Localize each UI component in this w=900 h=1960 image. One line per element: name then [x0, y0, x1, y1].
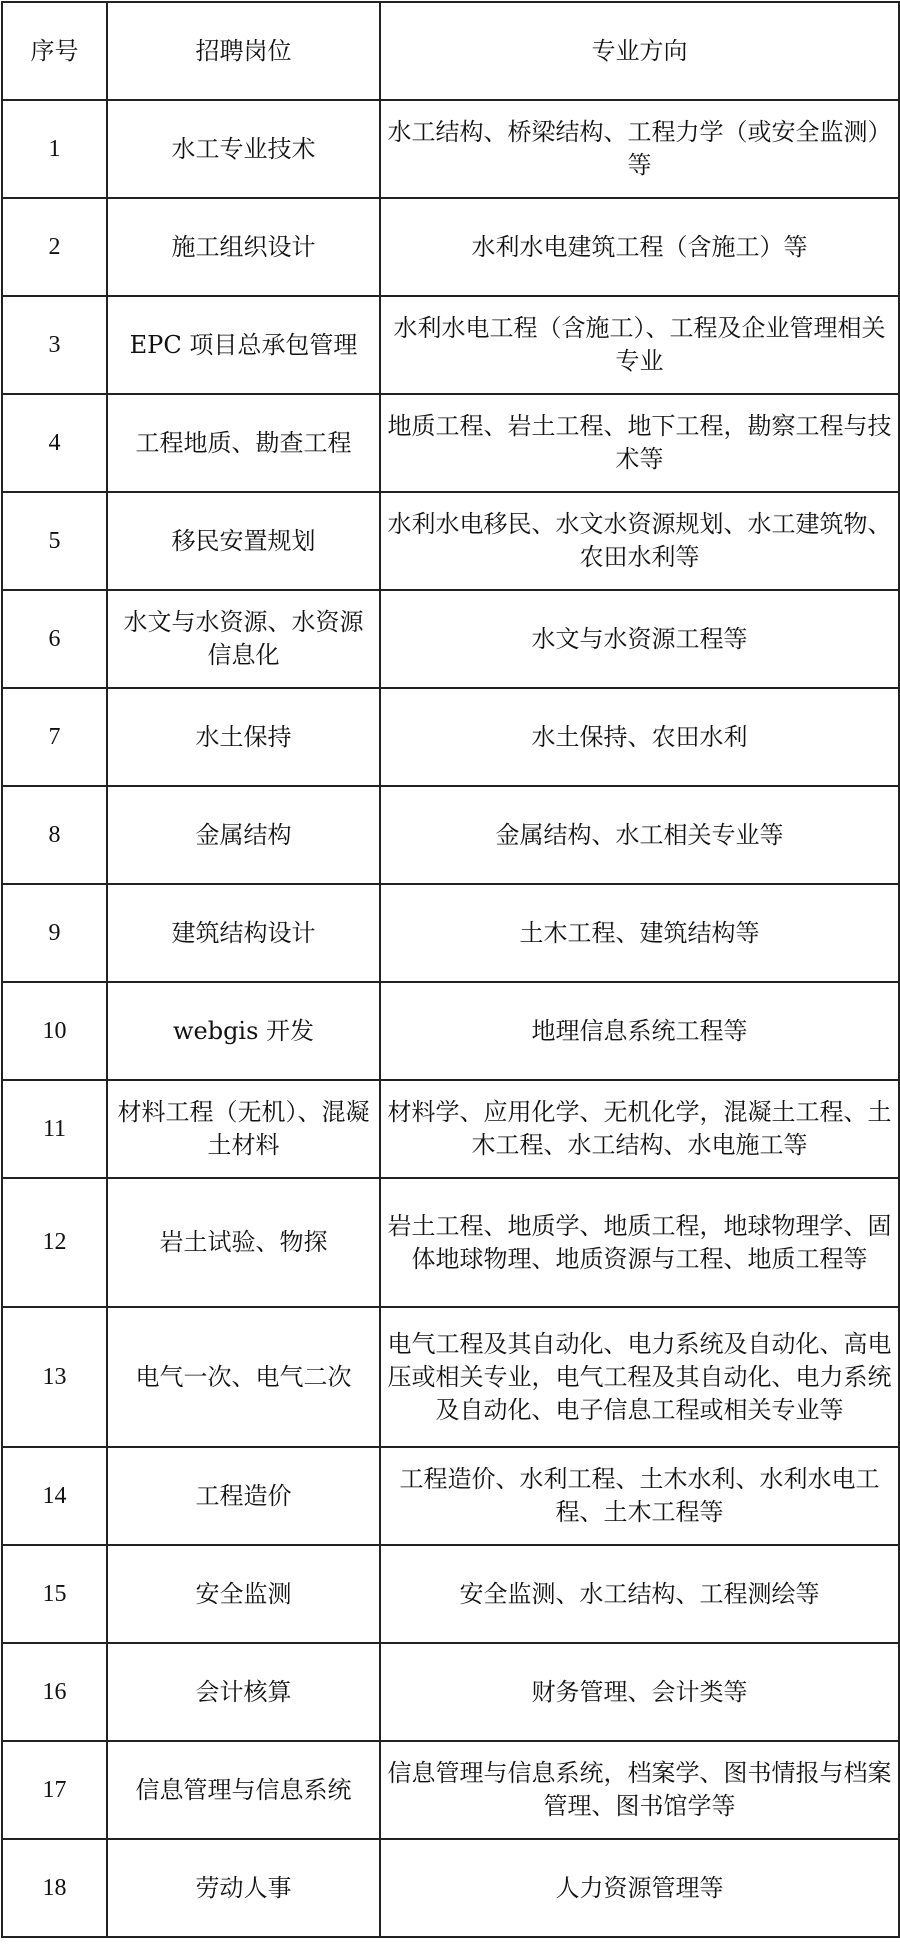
- row-position: 水文与水资源、水资源信息化: [107, 590, 380, 688]
- row-position: 安全监测: [107, 1545, 380, 1643]
- table-row: [2, 492, 899, 590]
- table-row: [2, 394, 899, 492]
- table-header-row: [2, 2, 899, 100]
- row-number: 1: [2, 100, 107, 198]
- row-position: 金属结构: [107, 786, 380, 884]
- row-major: 水利水电建筑工程（含施工）等: [380, 198, 899, 296]
- row-number: 2: [2, 198, 107, 296]
- row-major: 材料学、应用化学、无机化学，混凝土工程、土木工程、水工结构、水电施工等: [380, 1080, 899, 1178]
- table-row: [2, 1643, 899, 1741]
- header-position: 招聘岗位: [107, 2, 380, 100]
- row-position: webgis 开发: [107, 982, 380, 1080]
- row-position: 工程地质、勘查工程: [107, 394, 380, 492]
- table-row: [2, 1178, 899, 1307]
- row-major: 金属结构、水工相关专业等: [380, 786, 899, 884]
- row-number: 8: [2, 786, 107, 884]
- row-major: 水文与水资源工程等: [380, 590, 899, 688]
- row-number: 3: [2, 296, 107, 394]
- row-number: 5: [2, 492, 107, 590]
- table-row: [2, 198, 899, 296]
- row-position: 工程造价: [107, 1447, 380, 1545]
- row-number: 12: [2, 1178, 107, 1307]
- row-position: 电气一次、电气二次: [107, 1307, 380, 1447]
- table-row: [2, 296, 899, 394]
- table-row: [2, 100, 899, 198]
- row-major: 工程造价、水利工程、土木水利、水利水电工程、土木工程等: [380, 1447, 899, 1545]
- table-row: [2, 1080, 899, 1178]
- row-major: 水利水电工程（含施工）、工程及企业管理相关专业: [380, 296, 899, 394]
- row-number: 13: [2, 1307, 107, 1447]
- row-number: 17: [2, 1741, 107, 1839]
- table-row: [2, 982, 899, 1080]
- row-position: 水土保持: [107, 688, 380, 786]
- row-number: 14: [2, 1447, 107, 1545]
- row-number: 15: [2, 1545, 107, 1643]
- row-number: 6: [2, 590, 107, 688]
- row-number: 9: [2, 884, 107, 982]
- row-major: 安全监测、水工结构、工程测绘等: [380, 1545, 899, 1643]
- row-position: 移民安置规划: [107, 492, 380, 590]
- table-row: [2, 1545, 899, 1643]
- table-row: [2, 688, 899, 786]
- row-number: 18: [2, 1839, 107, 1937]
- row-number: 16: [2, 1643, 107, 1741]
- row-major: 地理信息系统工程等: [380, 982, 899, 1080]
- row-major: 财务管理、会计类等: [380, 1643, 899, 1741]
- header-major: 专业方向: [380, 2, 899, 100]
- table-row: [2, 884, 899, 982]
- table-row: [2, 1307, 899, 1447]
- row-major: 水利水电移民、水文水资源规划、水工建筑物、农田水利等: [380, 492, 899, 590]
- row-major: 地质工程、岩土工程、地下工程，勘察工程与技术等: [380, 394, 899, 492]
- table-row: [2, 1741, 899, 1839]
- row-major: 水工结构、桥梁结构、工程力学（或安全监测）等: [380, 100, 899, 198]
- row-number: 7: [2, 688, 107, 786]
- row-position: 水工专业技术: [107, 100, 380, 198]
- header-serial-number: 序号: [2, 2, 107, 100]
- row-number: 11: [2, 1080, 107, 1178]
- row-major: 岩土工程、地质学、地质工程，地球物理学、固体地球物理、地质资源与工程、地质工程等: [380, 1178, 899, 1307]
- row-major: 水土保持、农田水利: [380, 688, 899, 786]
- row-position: 信息管理与信息系统: [107, 1741, 380, 1839]
- row-position: 施工组织设计: [107, 198, 380, 296]
- row-position: 建筑结构设计: [107, 884, 380, 982]
- row-major: 人力资源管理等: [380, 1839, 899, 1937]
- row-position: 岩土试验、物探: [107, 1178, 380, 1307]
- recruitment-table: [1, 1, 900, 1938]
- row-major: 电气工程及其自动化、电力系统及自动化、高电压或相关专业，电气工程及其自动化、电力系统及自动化、电子信息工程或相关专业等: [380, 1307, 899, 1447]
- row-position: 会计核算: [107, 1643, 380, 1741]
- row-position: EPC 项目总承包管理: [107, 296, 380, 394]
- row-position: 材料工程（无机）、混凝土材料: [107, 1080, 380, 1178]
- row-major: 土木工程、建筑结构等: [380, 884, 899, 982]
- table-row: [2, 1447, 899, 1545]
- table-row: [2, 590, 899, 688]
- table-row: [2, 1839, 899, 1937]
- row-major: 信息管理与信息系统，档案学、图书情报与档案管理、图书馆学等: [380, 1741, 899, 1839]
- row-number: 10: [2, 982, 107, 1080]
- row-position: 劳动人事: [107, 1839, 380, 1937]
- table-row: [2, 786, 899, 884]
- row-number: 4: [2, 394, 107, 492]
